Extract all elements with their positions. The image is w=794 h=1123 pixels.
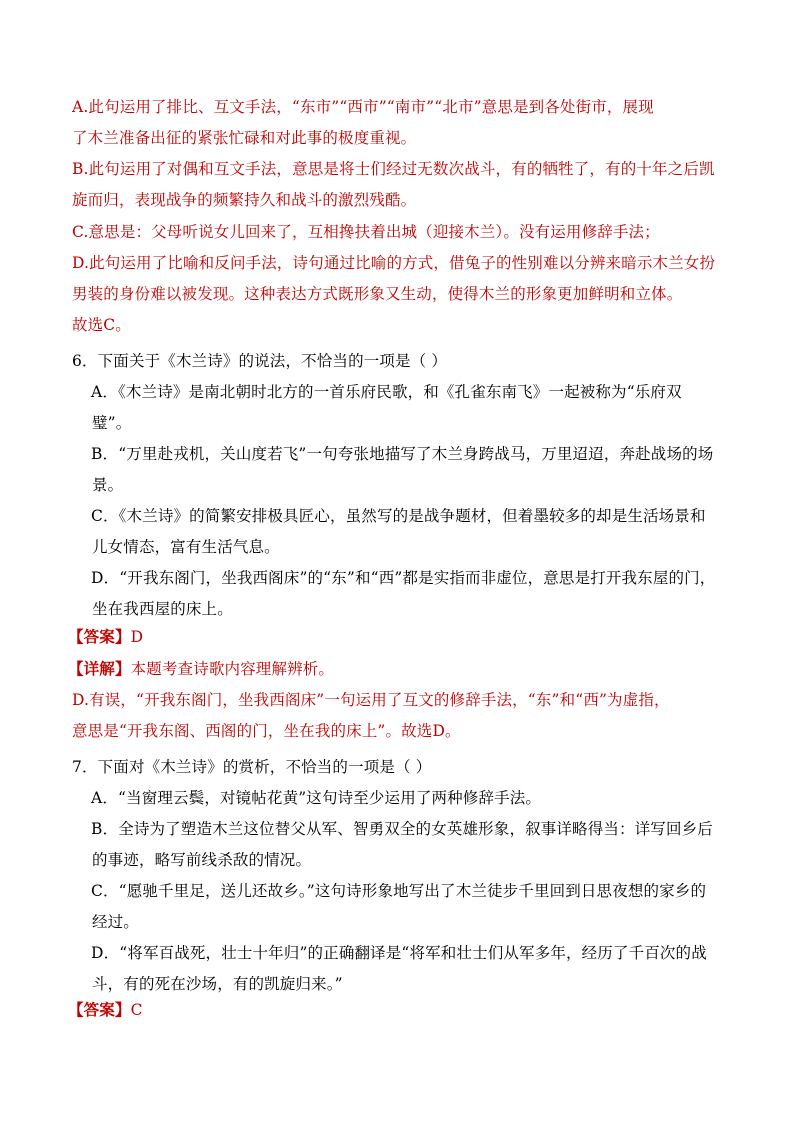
question-7-option-d: 斗，有的死在沙场，有的凯旋归来。”: [92, 975, 343, 993]
answer-value: C: [130, 1001, 143, 1019]
question-6-option-a: 璧”。: [92, 414, 132, 432]
explanation-option-a-line: A.此句运用了排比、互文手法，“东市”“西市”“南市”“北市”意思是到各处街市，展现: [72, 98, 654, 116]
question-7-option-d: D．“将军百战死，壮士十年归”的正确翻译是“将军和壮士们从军多年，经历了千百次的战: [91, 944, 707, 962]
question-7-option-a: A．“当窗理云鬓，对镜帖花黄”这句诗至少运用了两种修辞手法。: [91, 789, 542, 807]
explanation-option-b-line: B.此句运用了对偶和互文手法，意思是将士们经过无数次战斗，有的牺牲了，有的十年之后凯: [72, 160, 715, 178]
question-7-answer: [0, 1000, 794, 1020]
question-6-option-d: D．“开我东阁门，坐我西阁床”的“东”和“西”都是实指而非虚位，意思是打开我东屋的门，: [91, 569, 716, 587]
explanation-option-b-line: 旋而归，表现战争的频繁持久和战斗的激烈残酷。: [72, 191, 417, 209]
question-6-explanation: D.有误，“开我东阁门，坐我西阁床”一句运用了互文的修辞手法，“东”和“西”为虚指，: [72, 691, 670, 709]
explanation-option-a-line: 了木兰准备出征的紧张忙碌和对此事的极度重视。: [72, 129, 417, 147]
question-6-stem: 6．下面关于《木兰诗》的说法，不恰当的一项是（ ）: [72, 352, 448, 370]
question-6-option-d: 坐在我西屋的床上。: [92, 600, 233, 618]
question-7-option-c: 经过。: [92, 913, 139, 931]
detail-text: 本题考查诗歌内容理解辨析。: [130, 660, 335, 678]
explanation-option-c-line: C.意思是：父母听说女儿回来了，互相搀扶着出城（迎接木兰）。没有运用修辞手法；: [72, 223, 660, 241]
question-6-option-a: A．《木兰诗》是南北朝时北方的一首乐府民歌，和《孔雀东南飞》一起被称为“乐府双: [91, 383, 682, 401]
explanation-conclusion: 故选C。: [72, 316, 131, 334]
question-6-answer: [0, 627, 794, 647]
question-6-option-b: 景。: [92, 476, 124, 494]
question-6-detail: [0, 659, 794, 679]
question-6-option-c: C．《木兰诗》的简繁安排极具匠心，虽然写的是战争题材，但着墨较多的却是生活场景和: [91, 507, 706, 525]
question-6-explanation: 意思是“开我东阁、西阁的门，坐在我的床上”。故选D。: [72, 722, 461, 740]
explanation-option-d-line: 男装的身份难以被发现。这种表达方式既形象又生动，使得木兰的形象更加鲜明和立体。: [72, 285, 683, 303]
question-7-option-c: C．“愿驰千里足，送儿还故乡。”这句诗形象地写出了木兰徒步千里回到日思夜想的家乡的: [91, 882, 707, 900]
question-6-option-c: 儿女情态，富有生活气息。: [92, 538, 280, 556]
question-7-option-b: 的事迹，略写前线杀敌的情况。: [92, 851, 312, 869]
answer-value: D: [130, 628, 144, 646]
explanation-option-d-line: D.此句运用了比喻和反问手法，诗句通过比喻的方式，借兔子的性别难以分辨来暗示木兰女扮: [72, 254, 716, 272]
question-7-stem: 7．下面对《木兰诗》的赏析，不恰当的一项是（ ）: [72, 758, 432, 776]
detail-label: 【详解】: [68, 659, 131, 678]
answer-label: 【答案】: [68, 1000, 131, 1019]
question-6-option-b: B．“万里赴戎机，关山度若飞”一句夸张地描写了木兰身跨战马，万里迢迢，奔赴战场的场: [91, 445, 714, 463]
answer-label: 【答案】: [68, 627, 131, 646]
question-7-option-b: B．全诗为了塑造木兰这位替父从军、智勇双全的女英雄形象，叙事详略得当：详写回乡后: [91, 820, 713, 838]
